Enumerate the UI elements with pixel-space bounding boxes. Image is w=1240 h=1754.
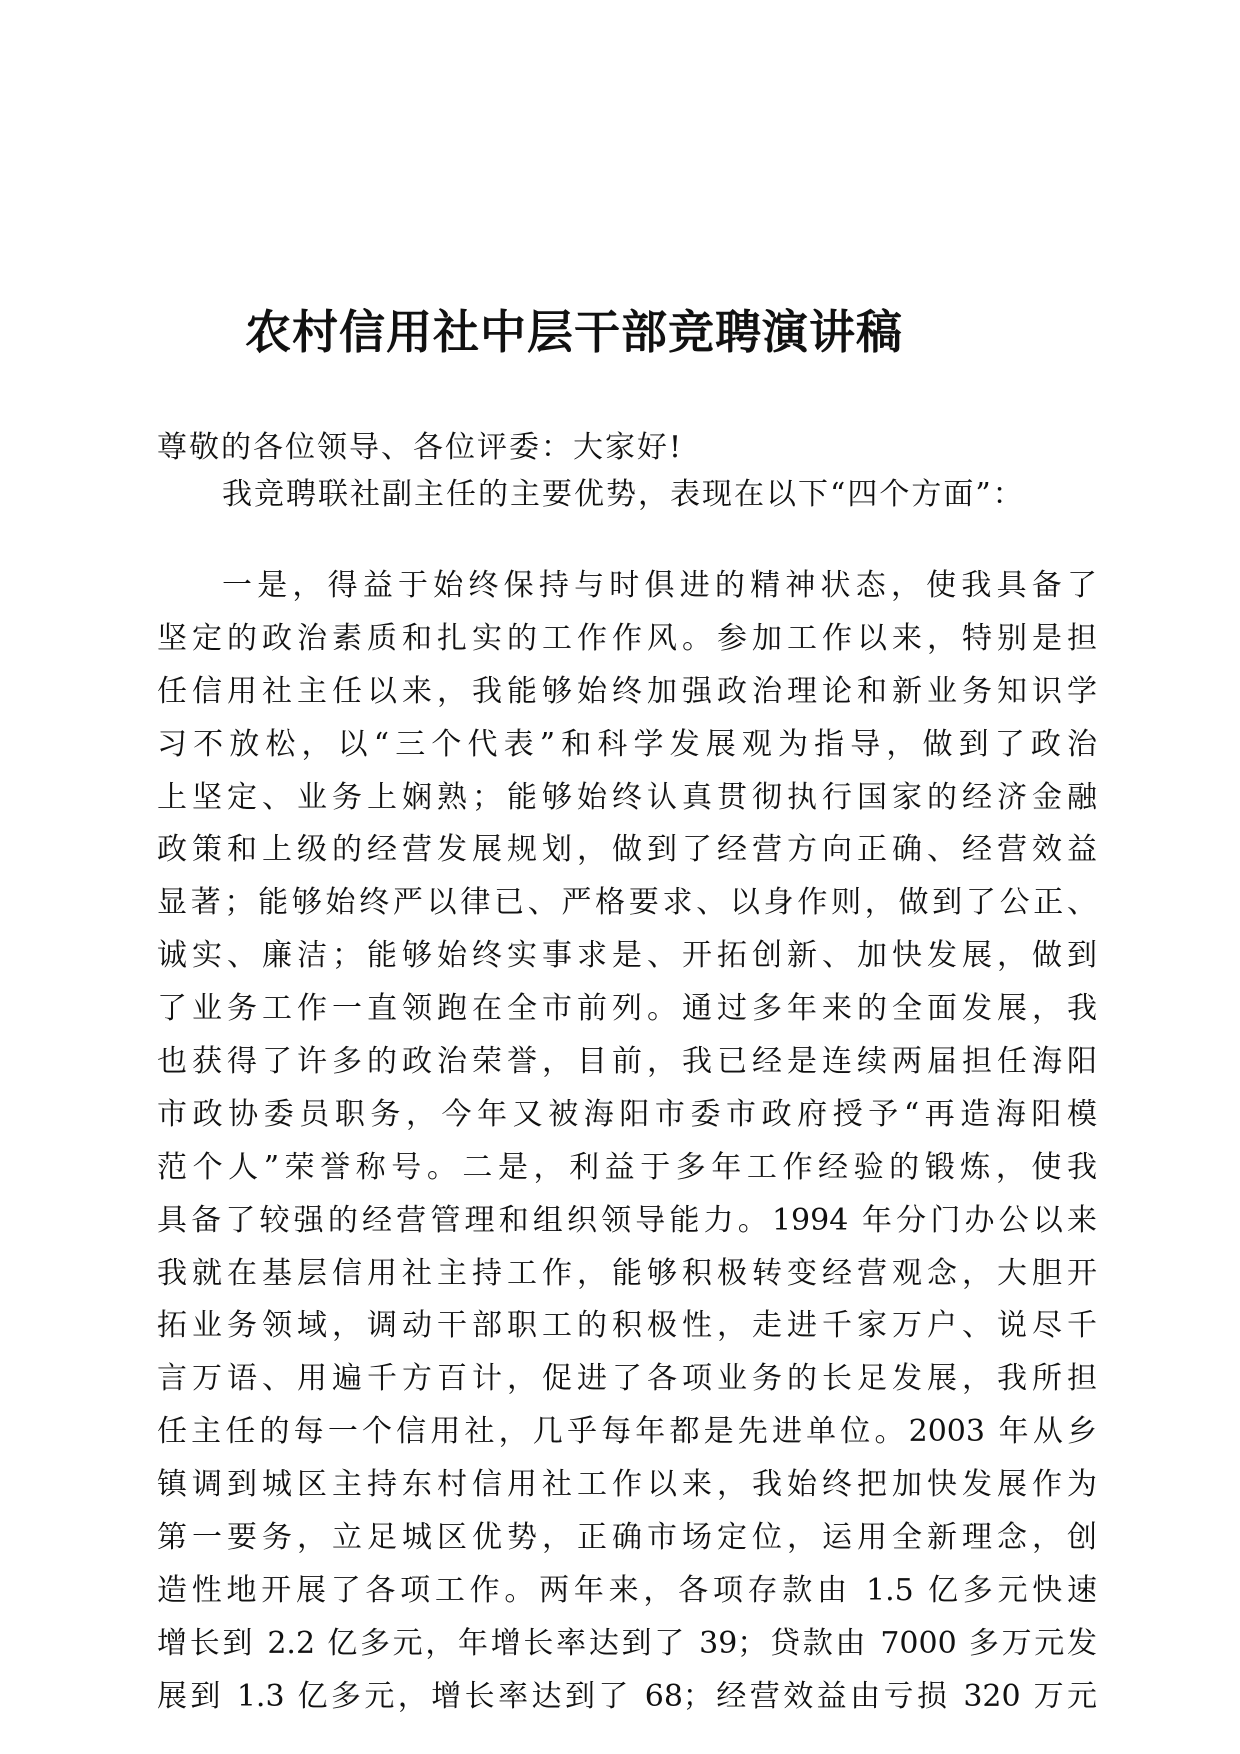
body-line: 了业务工作一直领跑在全市前列。通过多年来的全面发展，我 (157, 991, 1097, 1027)
body-line: 坚定的政治素质和扎实的工作作风。参加工作以来，特别是担 (157, 620, 1097, 656)
body-line: 也获得了许多的政治荣誉，目前，我已经是连续两届担任海阳 (157, 1044, 1097, 1080)
salutation: 尊敬的各位领导、各位评委：大家好! (157, 430, 684, 465)
body-line: 镇调到城区主持东村信用社工作以来，我始终把加快发展作为 (157, 1467, 1097, 1503)
body-line: 第一要务，立足城区优势，正确市场定位，运用全新理念，创 (157, 1520, 1097, 1556)
body-line: 一是，得益于始终保持与时俱进的精神状态，使我具备了 (222, 568, 1097, 603)
body-line: 拓业务领域，调动干部职工的积极性，走进千家万户、说尽千 (157, 1308, 1097, 1344)
body-line: 市政协委员职务，今年又被海阳市委市政府授予“再造海阳模 (157, 1096, 1097, 1132)
intro-line: 我竞聘联社副主任的主要优势，表现在以下“四个方面”： (222, 477, 1025, 512)
body-line: 习不放松，以“三个代表”和科学发展观为指导，做到了政治 (157, 726, 1097, 762)
document-title: 农村信用社中层干部竞聘演讲稿 (245, 305, 903, 359)
body-paragraph (157, 560, 1097, 1724)
body-line: 展到 1.3 亿多元，增长率达到了 68；经营效益由亏损 320 万元 (157, 1678, 1097, 1714)
body-line: 增长到 2.2 亿多元，年增长率达到了 39；贷款由 7000 多万元发 (157, 1625, 1097, 1661)
body-line: 政策和上级的经营发展规划，做到了经营方向正确、经营效益 (157, 832, 1097, 868)
body-line: 具备了较强的经营管理和组织领导能力。1994 年分门办公以来 (157, 1202, 1097, 1238)
body-line: 范个人”荣誉称号。二是，利益于多年工作经验的锻炼，使我 (157, 1149, 1097, 1185)
body-line: 任主任的每一个信用社，几乎每年都是先进单位。2003 年从乡 (157, 1414, 1097, 1450)
body-line: 任信用社主任以来，我能够始终加强政治理论和新业务知识学 (157, 673, 1097, 709)
body-line: 造性地开展了各项工作。两年来，各项存款由 1.5 亿多元快速 (157, 1572, 1097, 1608)
body-line: 显著；能够始终严以律已、严格要求、以身作则，做到了公正、 (157, 885, 1097, 921)
body-line: 我就在基层信用社主持工作，能够积极转变经营观念，大胆开 (157, 1255, 1097, 1291)
body-line: 上坚定、业务上娴熟；能够始终认真贯彻执行国家的经济金融 (157, 779, 1097, 815)
body-line: 言万语、用遍千方百计，促进了各项业务的长足发展，我所担 (157, 1361, 1097, 1397)
body-line: 诚实、廉洁；能够始终实事求是、开拓创新、加快发展，做到 (157, 938, 1097, 974)
